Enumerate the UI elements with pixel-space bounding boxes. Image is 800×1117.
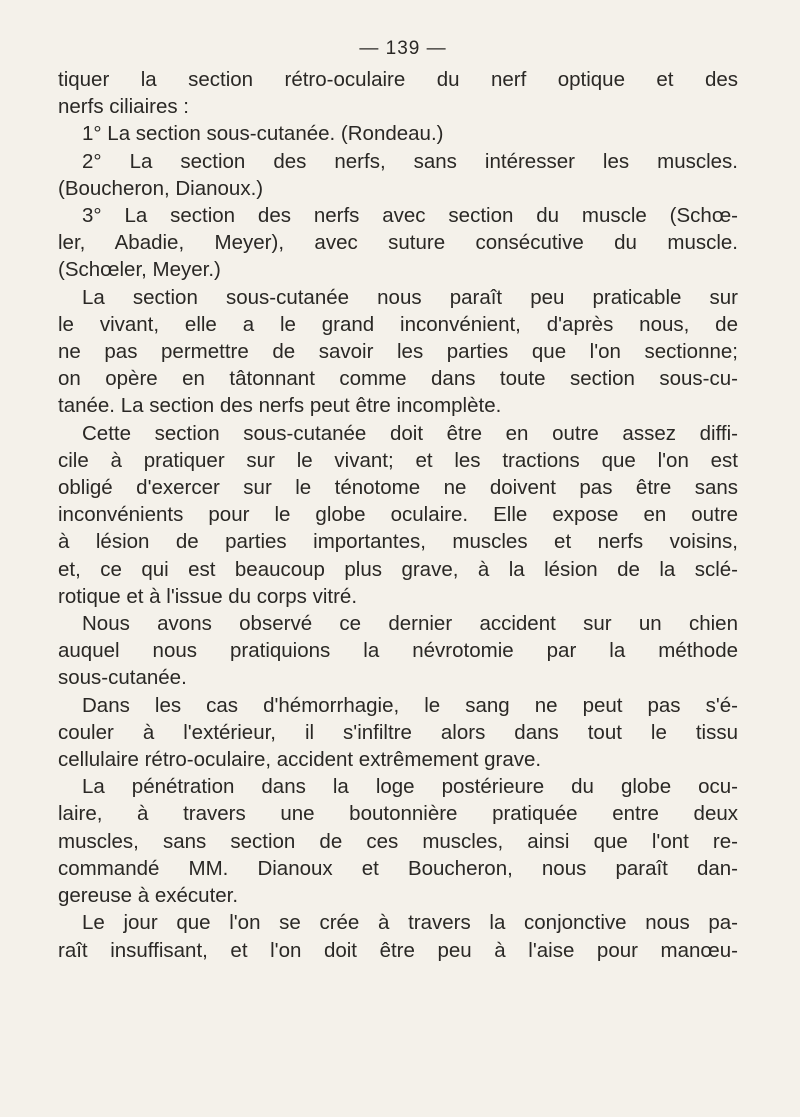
text-line: (Boucheron, Dianoux.) <box>58 176 264 200</box>
text-line: ler, Abadie, Meyer), avec suture consécutive du muscle. <box>58 231 738 255</box>
text-line: le vivant, elle a le grand inconvénient, d'après nous, de <box>58 312 738 336</box>
text-line: Dans les cas d'hémorrhagie, le sang ne peut pas s'é- <box>82 693 738 717</box>
text-line: auquel nous pratiquions la névrotomie par la méthode <box>58 639 738 663</box>
text-line: obligé d'exercer sur le ténotome ne doivent pas être sans <box>58 476 738 500</box>
text-line: cellulaire rétro-oculaire, accident extrêmement grave. <box>58 748 542 772</box>
text-line: 2° La section des nerfs, sans intéresser les muscles. <box>82 149 738 173</box>
text-line: gereuse à exécuter. <box>58 884 239 908</box>
text-line: couler à l'extérieur, il s'infiltre alors dans tout le tissu <box>58 720 738 744</box>
text-line: 3° La section des nerfs avec section du muscle (Schœ- <box>82 204 738 228</box>
text-line: Cette section sous-cutanée doit être en outre assez diffi- <box>82 421 738 445</box>
text-line: rotique et à l'issue du corps vitré. <box>58 584 358 608</box>
text-line: et, ce qui est beaucoup plus grave, à la lésion de la sclé- <box>58 557 738 581</box>
text-line: La section sous-cutanée nous paraît peu praticable sur <box>82 285 738 309</box>
text-line: Nous avons observé ce dernier accident sur un chien <box>82 612 738 636</box>
text-line: tanée. La section des nerfs peut être incomplète. <box>58 394 502 418</box>
text-line: commandé MM. Dianoux et Boucheron, nous paraît dan- <box>58 856 738 880</box>
text-line: laire, à travers une boutonnière pratiquée entre deux <box>58 802 738 826</box>
text-line: sous-cutanée. <box>58 666 187 690</box>
text-line: raît insuffisant, et l'on doit être peu à l'aise pour manœu- <box>58 938 738 962</box>
text-line: tiquer la section rétro-oculaire du nerf optique et des <box>58 68 738 91</box>
text-line: à lésion de parties importantes, muscles et nerfs voisins, <box>58 530 738 554</box>
text-line: inconvénients pour le globe oculaire. Elle expose en outre <box>58 503 738 527</box>
text-line: (Schœler, Meyer.) <box>58 258 221 282</box>
page-number-header: — 139 — <box>359 38 447 59</box>
text-line: nerfs ciliaires : <box>58 95 190 119</box>
text-line: cile à pratiquer sur le vivant; et les tractions que l'on est <box>58 448 738 472</box>
text-line: Le jour que l'on se crée à travers la conjonctive nous pa- <box>82 911 738 935</box>
text-line: La pénétration dans la loge postérieure du globe ocu- <box>82 775 738 799</box>
body-text <box>58 66 738 964</box>
text-line: muscles, sans section de ces muscles, ainsi que l'ont re- <box>58 829 738 853</box>
text-line: 1° La section sous-cutanée. (Rondeau.) <box>82 122 444 146</box>
text-line: ne pas permettre de savoir les parties que l'on sectionne; <box>58 340 738 364</box>
text-line: on opère en tâtonnant comme dans toute section sous-cu- <box>58 367 738 391</box>
